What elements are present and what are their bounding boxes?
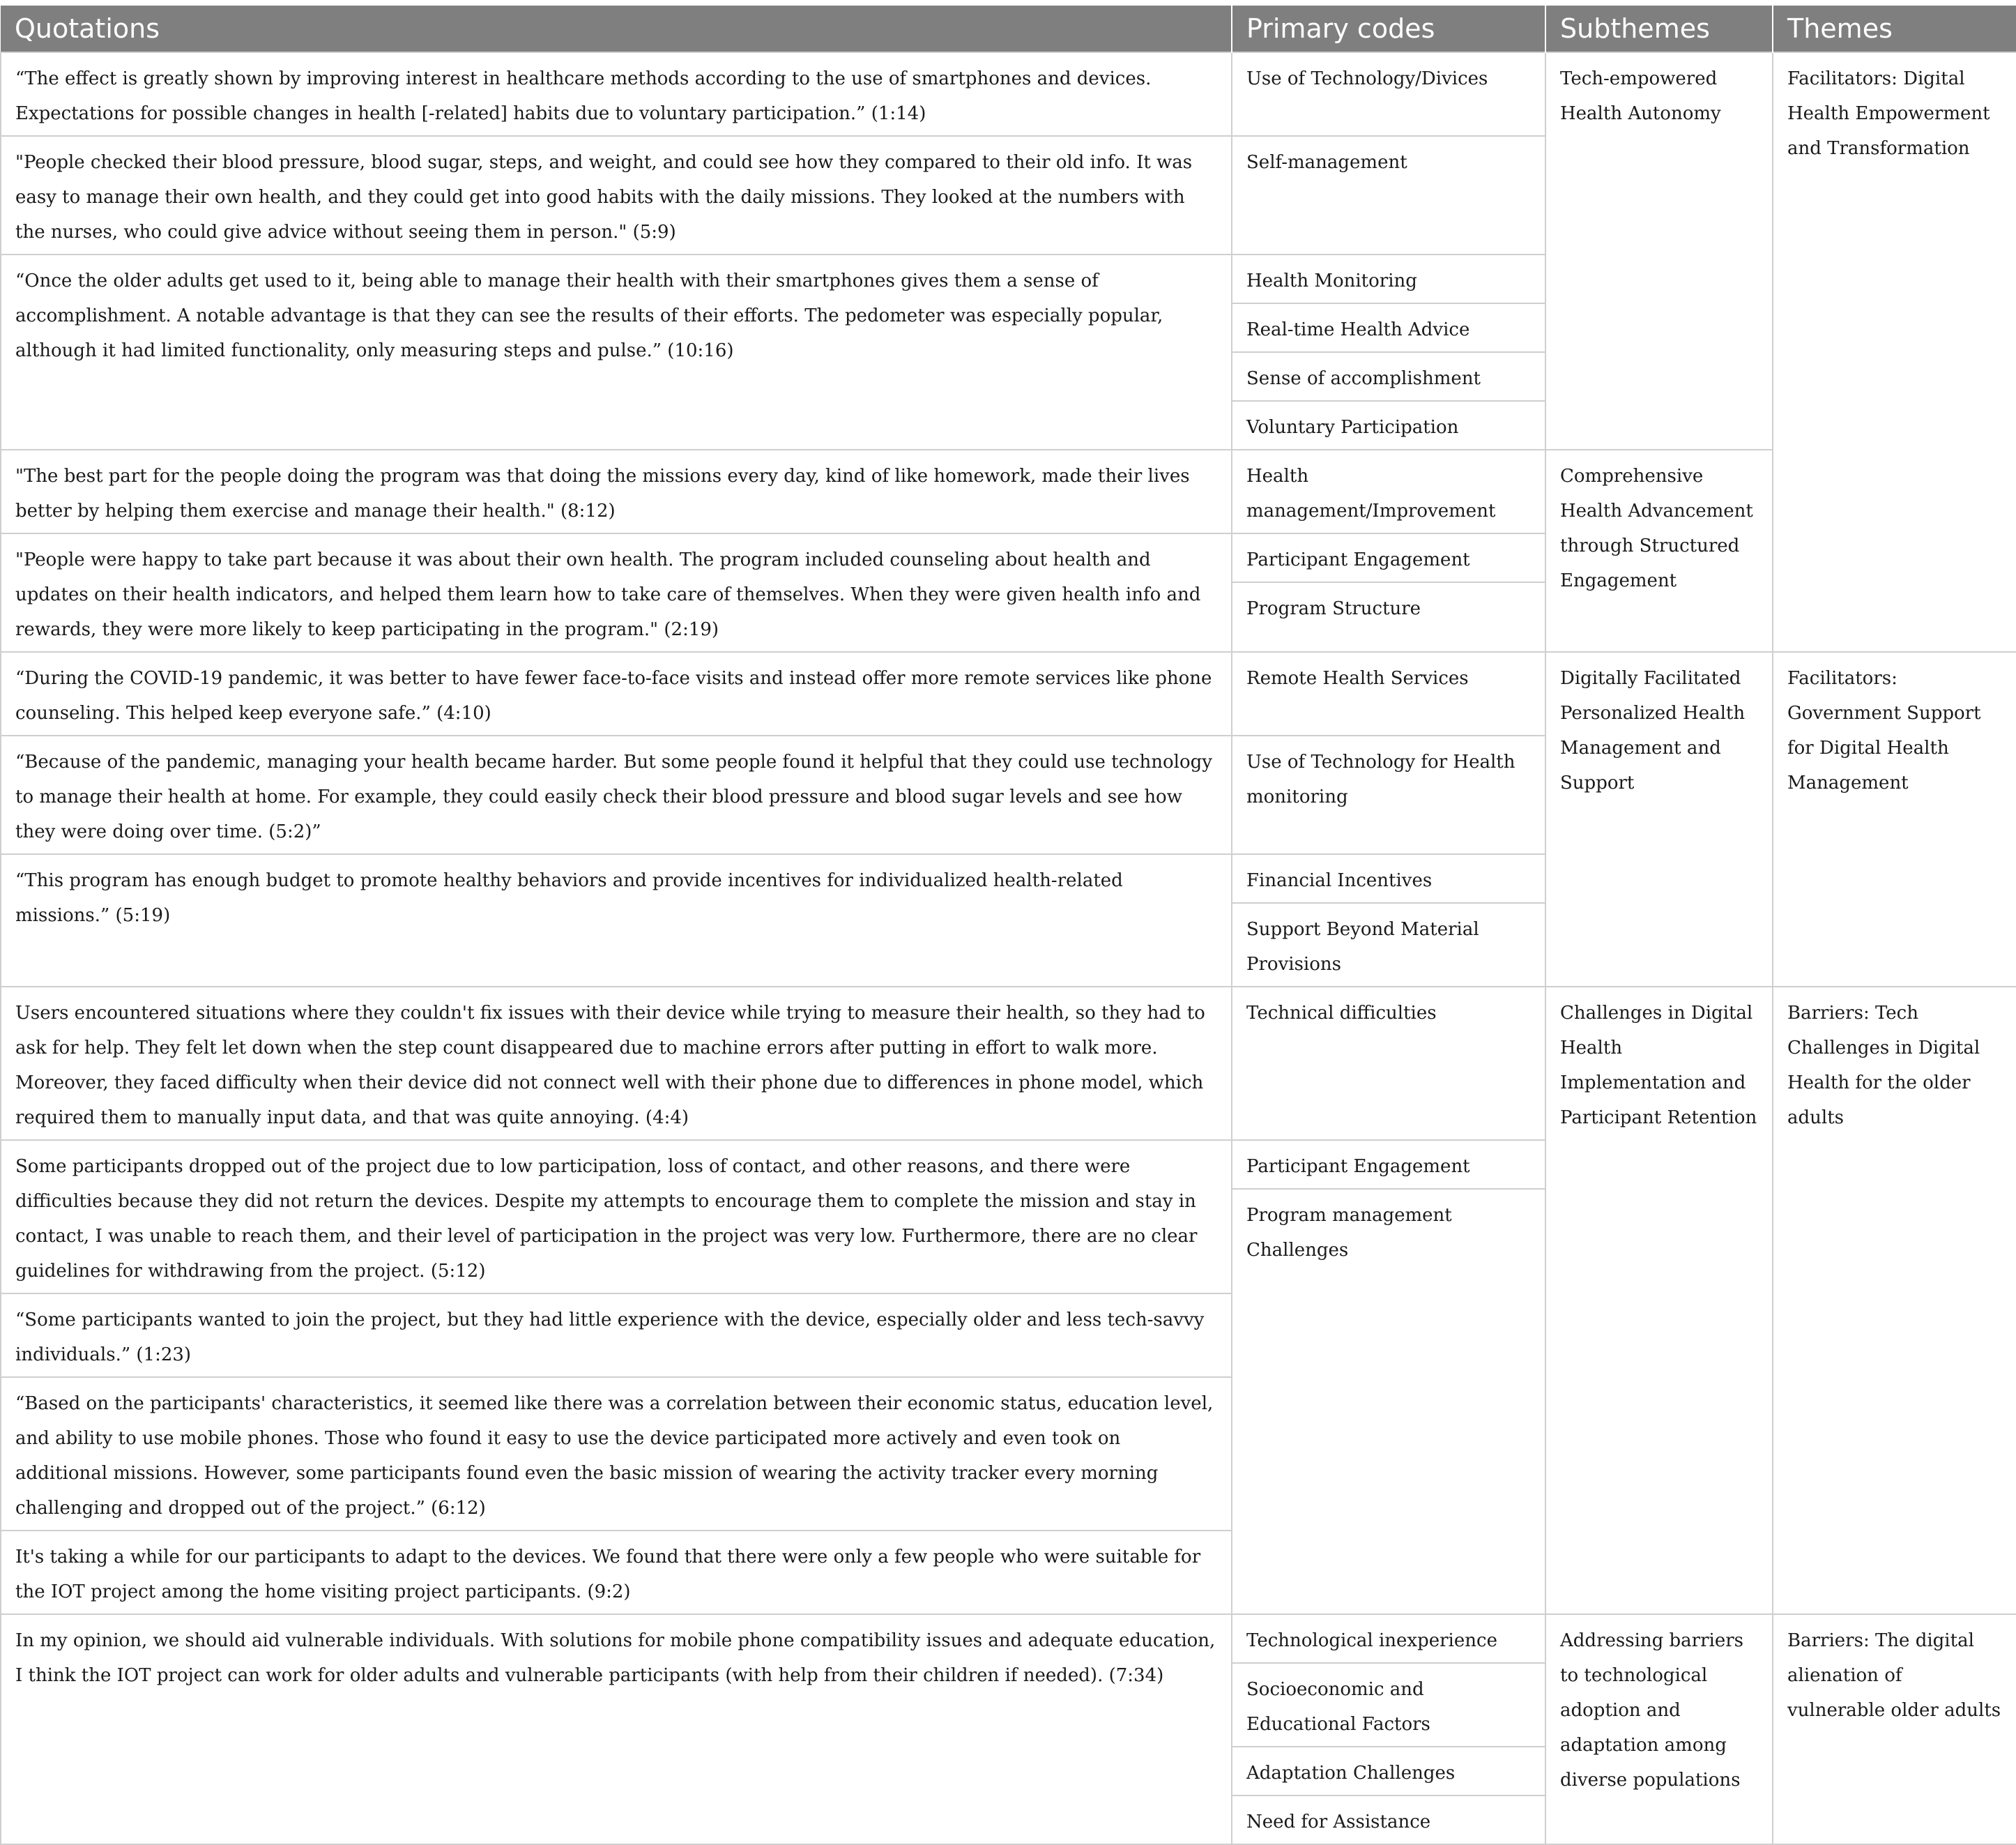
primary-code-cell: Financial Incentives [1232,854,1545,903]
primary-code-cell: Socioeconomic and Educational Factors [1232,1663,1545,1747]
primary-code-cell: Adaptation Challenges [1232,1747,1545,1795]
quotation-cell: “During the COVID-19 pandemic, it was better to have fewer face-to-face visits and instead offer more remote services like phone counseling. This helped keep everyone safe.” (4:10) [1,652,1232,736]
primary-code-cell: Program management Challenges [1232,1189,1545,1614]
quotation-cell: “The effect is greatly shown by improving interest in healthcare methods according to the use of smartphones and devices. Expectations for possible changes in health [-related] habits due to voluntary participation.” (1:14) [1,52,1232,136]
quotation-cell: Some participants dropped out of the project due to low participation, loss of contact, and other reasons, and there were difficulties because they did not return the devices. Despite my attempts to encourage them to complete the mission and stay in contact, I was unable to reach them, and their level of participation in the project was very low. Furthermore, there are no clear guidelines for withdrawing from the project. (5:12) [1,1140,1232,1293]
primary-code-cell: Participant Engagement [1232,533,1545,582]
quotation-cell: It's taking a while for our participants to adapt to the devices. We found that there were only a few people who were suitable for the IOT project among the home visiting project participants. (9:2) [1,1531,1232,1614]
header-row [1,6,2016,52]
quotation-cell: “Once the older adults get used to it, being able to manage their health with their smartphones gives them a sense of accomplishment. A notable advantage is that they can see the results of their efforts. The pedometer was especially popular, although it had limited functionality, only measuring steps and pulse.” (10:16) [1,255,1232,450]
header-subthemes: Subthemes [1545,6,1773,52]
quotation-cell: "People were happy to take part because it was about their own health. The program included counseling about health and updates on their health indicators, and helped them learn how to take care of themselves. When they were given health info and rewards, they were more likely to keep participating in the program." (2:19) [1,533,1232,652]
table-row [1,1614,2016,1663]
primary-code-cell: Self-management [1232,136,1545,255]
subtheme-cell: Tech-empowered Health Autonomy [1545,52,1773,450]
primary-code-cell: Real-time Health Advice [1232,303,1545,352]
table-row [1,987,2016,1140]
primary-code-cell: Support Beyond Material Provisions [1232,903,1545,987]
header-quotations: Quotations [1,6,1232,52]
quotation-cell: Users encountered situations where they couldn't fix issues with their device while trying to measure their health, so they had to ask for help. They felt let down when the step count disappeared due to machine errors after putting in effort to walk more. Moreover, they faced difficulty when their device did not connect well with their phone due to differences in phone model, which required them to manually input data, and that was quite annoying. (4:4) [1,987,1232,1140]
header-primary-codes: Primary codes [1232,6,1545,52]
quotation-cell: “Because of the pandemic, managing your health became harder. But some people found it helpful that they could use technology to manage their health at home. For example, they could easily check their blood pressure and blood sugar levels and see how they were doing over time. (5:2)” [1,736,1232,854]
primary-code-cell: Participant Engagement [1232,1140,1545,1189]
subtheme-cell: Challenges in Digital Health Implementation and Participant Retention [1545,987,1773,1614]
table-row [1,652,2016,736]
theme-cell: Barriers: Tech Challenges in Digital Health for the older adults [1773,987,2016,1614]
theme-cell: Facilitators: Government Support for Digital Health Management [1773,652,2016,987]
table-row [1,52,2016,136]
primary-code-cell: Program Structure [1232,582,1545,652]
subtheme-cell: Comprehensive Health Advancement through Structured Engagement [1545,450,1773,652]
primary-code-cell: Remote Health Services [1232,652,1545,736]
primary-code-cell: Health Monitoring [1232,255,1545,303]
primary-code-cell: Use of Technology/Divices [1232,52,1545,136]
quotation-cell: “Some participants wanted to join the project, but they had little experience with the device, especially older and less tech-savvy individuals.” (1:23) [1,1293,1232,1377]
quotation-cell: "People checked their blood pressure, blood sugar, steps, and weight, and could see how they compared to their old info. It was easy to manage their own health, and they could get into good habits with the daily missions. They looked at the numbers with the nurses, who could give advice without seeing them in person." (5:9) [1,136,1232,255]
primary-code-cell: Sense of accomplishment [1232,352,1545,401]
subtheme-cell: Digitally Facilitated Personalized Health Management and Support [1545,652,1773,987]
primary-code-cell: Use of Technology for Health monitoring [1232,736,1545,854]
primary-code-cell: Health management/Improvement [1232,450,1545,533]
subtheme-cell: Addressing barriers to technological adoption and adaptation among diverse populations [1545,1614,1773,1844]
table-row [1,450,2016,533]
quotation-cell: "The best part for the people doing the program was that doing the missions every day, kind of like homework, made their lives better by helping them exercise and manage their health." (8:12) [1,450,1232,533]
primary-code-cell: Need for Assistance [1232,1795,1545,1844]
quotation-cell: “This program has enough budget to promote healthy behaviors and provide incentives for individualized health-related missions.” (5:19) [1,854,1232,987]
quotation-cell: In my opinion, we should aid vulnerable individuals. With solutions for mobile phone compatibility issues and adequate education, I think the IOT project can work for older adults and vulnerable participants (with help from their children if needed). (7:34) [1,1614,1232,1844]
theme-cell: Barriers: The digital alienation of vulnerable older adults [1773,1614,2016,1844]
theme-cell: Facilitators: Digital Health Empowerment and Transformation [1773,52,2016,652]
quotation-cell: “Based on the participants' characteristics, it seemed like there was a correlation between their economic status, education level, and ability to use mobile phones. Those who found it easy to use the device participated more actively and even took on additional missions. However, some participants found even the basic mission of wearing the activity tracker every morning challenging and dropped out of the project.” (6:12) [1,1377,1232,1531]
thematic-analysis-table [0,6,2016,1845]
header-themes: Themes [1773,6,2016,52]
primary-code-cell: Technological inexperience [1232,1614,1545,1663]
primary-code-cell: Voluntary Participation [1232,401,1545,450]
primary-code-cell: Technical difficulties [1232,987,1545,1140]
